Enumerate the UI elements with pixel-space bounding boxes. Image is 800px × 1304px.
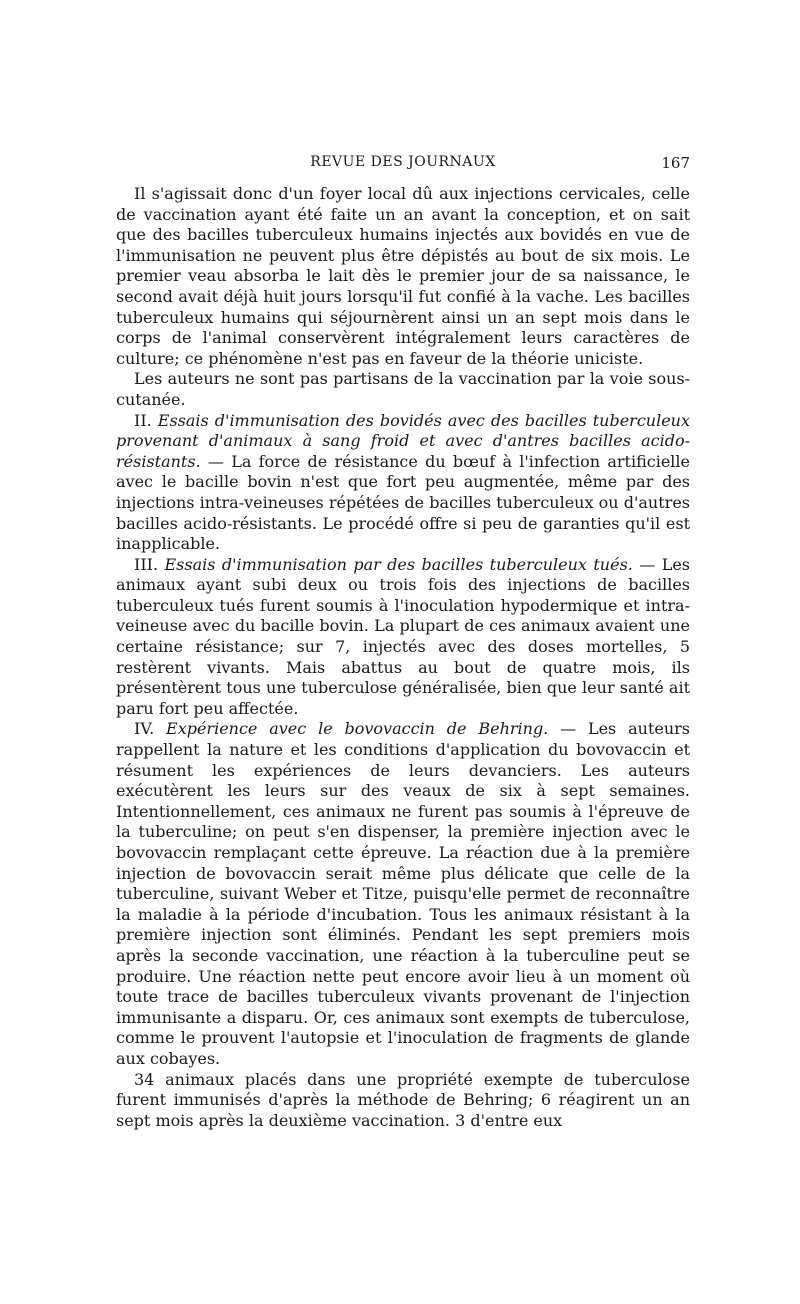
paragraph-2 <box>116 369 690 410</box>
section-number: IV. <box>134 719 155 739</box>
body-text <box>116 184 690 1131</box>
paragraph-text: Il s'agissait donc d'un foyer local dû aux injections cervicales, celle de vaccination ayant été faite un an avant la conception, et on sait que des bacilles tuberculeux humains injectés aux bovidés en vue de l'immunisation ne peuvent plus être dépistés au bout de six mois. Le premier veau absorba le lait dès le premier jour de sa naissance, le second avait déjà huit jours lorsqu'il fut confié à la vache. Les bacilles tuberculeux humains qui séjournèrent ainsi un an sept mois dans le corps de l'animal conservèrent intégralement leurs caractères de culture; ce phénomène n'est pas en faveur de la théorie uniciste. <box>116 184 690 368</box>
section-iii <box>116 555 690 720</box>
section-heading: Essais d'immunisation des bovidés avec des bacilles tuberculeux provenant d'animaux à sang froid et avec d'antres bacilles acido-résistants. <box>116 410 690 471</box>
paragraph-text: — La force de résistance du bœuf à l'infection artificielle avec le bacille bovin n'est que fort peu augmentée, même par des injections intra-veineuses répétées de bacilles tuberculeux ou d'autres bacilles acido-résistants. Le procédé offre si peu de garanties qu'il est inapplicable. <box>116 451 690 554</box>
section-heading: Expérience avec le bovovaccin de Behring. <box>166 719 549 739</box>
paragraph-text: — Les animaux ayant subi deux ou trois fois des injections de bacilles tuberculeux tués furent soumis à l'inoculation hypodermique et intra-veineuse avec du bacille bovin. La plupart de ces animaux avaient une certaine résistance; sur 7, injectés avec des doses mortelles, 5 restèrent vivants. Mais abattus au bout de quatre mois, ils présentèrent tous une tuberculose généralisée, bien que leur santé ait paru fort peu affectée. <box>116 554 691 718</box>
page-header <box>116 154 690 176</box>
paragraph-1 <box>116 184 690 369</box>
paragraph-text: Les auteurs ne sont pas partisans de la vaccination par la voie sous-cutanée. <box>116 369 690 409</box>
running-head: REVUE DES JOURNAUX <box>310 154 496 170</box>
section-number: III. <box>134 554 159 574</box>
section-heading: Essais d'immunisation par des bacilles tuberculeux tués. <box>164 554 633 574</box>
section-iv <box>116 719 690 1069</box>
page-number: 167 <box>661 154 690 172</box>
paragraph-text: — Les auteurs rappellent la nature et les conditions d'application du bovovaccin et résument les expériences de leurs devanciers. Les auteurs exécutèrent les leurs sur des veaux de six à sept semaines. Intentionnellement, ces animaux ne furent pas soumis à l'épreuve de la tuberculine; on peut s'en dispenser, la première injection avec le bovovaccin remplaçant cette épreuve. La réaction due à la première injection de bovovaccin serait même plus délicate que celle de la tuberculine, suivant Weber et Titze, puisqu'elle permet de reconnaître la maladie à la période d'incubation. Tous les animaux résistant à la première injection sont éliminés. Pendant les sept premiers mois après la seconde vaccination, une réaction à la tuberculine peut se produire. Une réaction nette peut encore avoir lieu à un moment où toute trace de bacilles tuberculeux vivants provenant de l'injection immunisante a disparu. Or, ces animaux sont exempts de tuberculose, comme le prouvent l'autopsie et l'inoculation de fragments de glande aux cobayes. <box>116 719 691 1068</box>
section-number: II. <box>134 410 152 430</box>
paragraph-last <box>116 1070 690 1132</box>
section-ii <box>116 411 690 555</box>
paragraph-text: 34 animaux placés dans une propriété exempte de tuberculose furent immunisés d'après la méthode de Behring; 6 réagirent un an sept mois après la deuxième vaccination. 3 d'entre eux <box>116 1069 690 1130</box>
